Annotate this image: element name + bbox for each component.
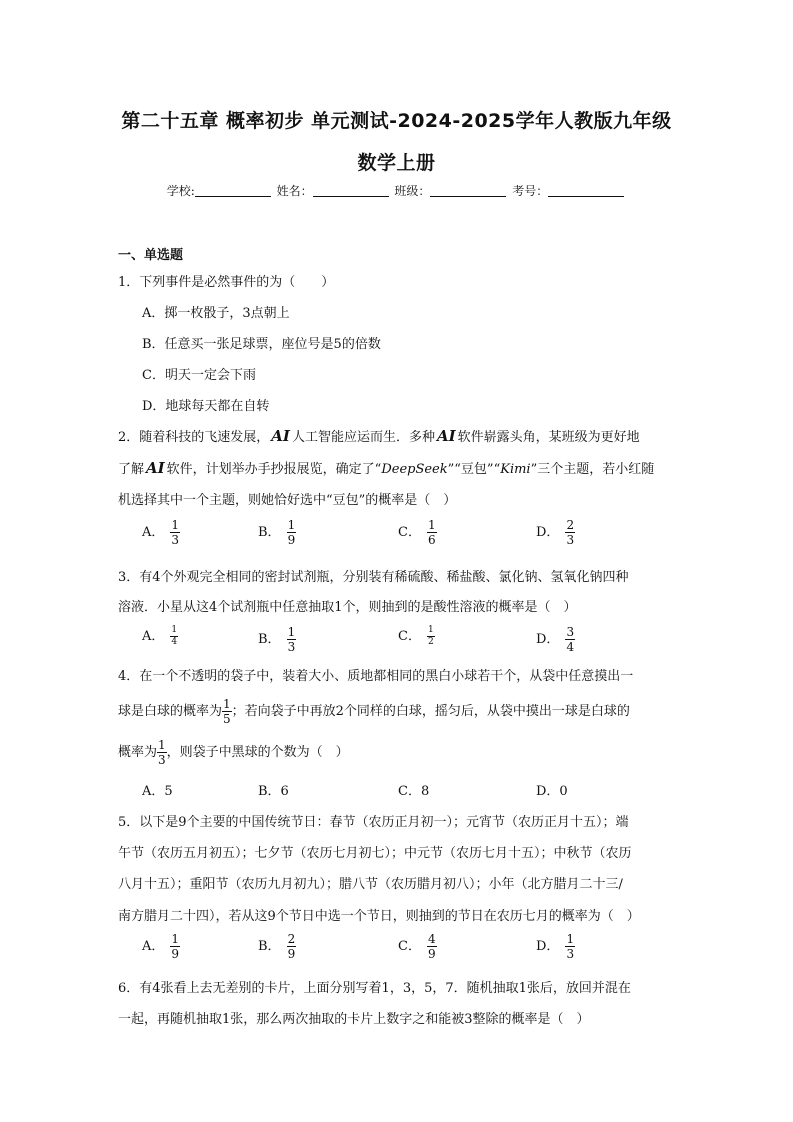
q6-line2: 一起，再随机抽取1张，那么两次抽取的卡片上数字之和能被3整除的概率是（ ） xyxy=(118,1012,590,1027)
q1-option-b: B．任意买一张足球票，座位号是5的倍数 xyxy=(142,337,381,352)
q2-text: ”三个主题，若小红随 xyxy=(530,462,655,477)
denominator: 9 xyxy=(287,947,296,961)
q2-text: ”“豆包”“ xyxy=(447,462,501,477)
option-label: B． xyxy=(258,632,281,647)
q4-line1: 4．在一个不透明的袋子中，装着大小、质地都相同的黑白小球若干个，从袋中任意摸出一 xyxy=(118,669,634,684)
section-heading: 一、单选题 xyxy=(118,248,184,263)
school-label: 学校: xyxy=(166,184,195,198)
q2-text: 人工智能应运而生．多种 xyxy=(291,430,435,445)
numerator: 1 xyxy=(171,518,180,532)
exam-title-line2: 数学上册 xyxy=(357,152,436,174)
numerator: 4 xyxy=(427,932,436,946)
option-label: C． xyxy=(398,939,421,954)
q5-line4: 南方腊月二十四），若从这9个节日中选一个节日，则抽到的节日在农历七月的概率为（ ） xyxy=(118,909,640,924)
q4-text: ；若向袋子中再放2个同样的白球，摇匀后，从袋中摸出一球是白球的 xyxy=(231,704,630,719)
exam-no-label: 考号： xyxy=(512,184,549,198)
ai-symbol: AI xyxy=(271,427,290,445)
denominator: 4 xyxy=(171,637,178,647)
denominator: 9 xyxy=(171,947,180,961)
numerator: 3 xyxy=(566,625,575,639)
fraction xyxy=(427,932,437,961)
q5-option-b xyxy=(258,932,296,961)
q4-text: 概率为 xyxy=(118,745,158,760)
q3-line2: 溶液．小星从这4个试剂瓶中任意抽取1个，则抽到的是酸性溶液的概率是（ ） xyxy=(118,600,577,615)
q2-option-a xyxy=(142,518,180,547)
numerator: 1 xyxy=(427,625,434,635)
q4-option-b: B．6 xyxy=(258,784,289,799)
fraction xyxy=(170,518,180,547)
exam-no-blank[interactable] xyxy=(548,184,624,197)
q3-option-a xyxy=(142,625,178,648)
denominator: 9 xyxy=(427,947,436,961)
q5-line2: 午节（农历五月初五）；七夕节（农历七月初七）；中元节（农历七月十五）；中秋节（农历 xyxy=(118,846,632,861)
q2-text: 2．随着科技的飞速发展， xyxy=(118,430,270,445)
denominator: 3 xyxy=(171,533,180,547)
numerator: 1 xyxy=(427,518,436,532)
class-label: 班级： xyxy=(394,184,431,198)
exam-title-line1: 第二十五章 概率初步 单元测试-2024-2025学年人教版九年级 xyxy=(121,110,672,132)
fraction xyxy=(565,932,575,961)
student-info-row xyxy=(0,182,793,199)
q2-line1 xyxy=(118,426,678,445)
numerator: 1 xyxy=(171,932,180,946)
q4-text: 球是白球的概率为 xyxy=(118,704,223,719)
ai-symbol: AI xyxy=(436,427,456,445)
numerator: 2 xyxy=(566,518,575,532)
name-label: 姓名： xyxy=(276,184,313,198)
q2-line2 xyxy=(118,458,678,477)
q4-line2 xyxy=(118,697,678,726)
denominator: 3 xyxy=(566,947,575,961)
numerator: 2 xyxy=(287,932,296,946)
denominator: 3 xyxy=(287,640,296,654)
denominator: 3 xyxy=(158,753,166,767)
numerator: 1 xyxy=(158,738,166,752)
q4-option-a: A．5 xyxy=(142,784,173,799)
kimi-term: Kimi xyxy=(500,462,531,477)
q1-option-d: D．地球每天都在自转 xyxy=(142,399,270,414)
q3-option-c xyxy=(398,625,435,648)
q2-line3: 机选择其中一个主题，则她恰好选中“豆包”的概率是（ ） xyxy=(118,493,457,508)
denominator: 5 xyxy=(223,712,231,726)
q3-option-d xyxy=(536,625,575,654)
q5-option-a xyxy=(142,932,180,961)
option-label: A． xyxy=(142,629,165,644)
q2-option-d xyxy=(536,518,575,547)
denominator: 9 xyxy=(287,533,296,547)
numerator: 1 xyxy=(566,932,575,946)
fraction xyxy=(565,625,575,654)
fraction xyxy=(170,932,180,961)
numerator: 1 xyxy=(171,625,178,635)
fraction xyxy=(287,518,297,547)
fraction xyxy=(222,697,232,726)
option-label: A． xyxy=(142,939,165,954)
q5-option-c xyxy=(398,932,437,961)
fraction xyxy=(287,932,297,961)
option-label: B． xyxy=(258,525,281,540)
q3-option-b xyxy=(258,625,296,654)
q4-option-c: C．8 xyxy=(398,784,430,799)
q1-stem: 1．下列事件是必然事件的为（ ） xyxy=(118,275,335,290)
name-blank[interactable] xyxy=(313,184,389,197)
numerator: 1 xyxy=(287,625,296,639)
q5-line3: 八月十五）；重阳节（农历九月初九）；腊八节（农历腊月初八）；小年（北方腊月二十三/ xyxy=(118,877,623,892)
fraction xyxy=(565,518,575,547)
option-label: D． xyxy=(536,525,560,540)
q5-line1: 5．以下是9个主要的中国传统节日：春节（农历正月初一）；元宵节（农历正月十五）；端 xyxy=(118,815,629,830)
option-label: A． xyxy=(142,525,165,540)
q2-text: 软件崭露头角，某班级为更好地 xyxy=(457,430,640,445)
fraction xyxy=(157,738,167,767)
denominator: 4 xyxy=(566,640,575,654)
q5-option-d xyxy=(536,932,575,961)
q1-option-c: C．明天一定会下雨 xyxy=(142,368,256,383)
q1-option-a: A．掷一枚骰子，3点朝上 xyxy=(142,306,290,321)
school-blank[interactable] xyxy=(195,184,271,197)
fraction xyxy=(287,625,297,654)
denominator: 3 xyxy=(566,533,575,547)
class-blank[interactable] xyxy=(430,184,506,197)
q2-text: 了解 xyxy=(118,462,145,477)
option-label: B． xyxy=(258,939,281,954)
fraction xyxy=(170,625,178,648)
fraction xyxy=(427,518,437,547)
q4-text: ，则袋子中黑球的个数为（ ） xyxy=(166,745,349,760)
option-label: D． xyxy=(536,939,560,954)
option-label: C． xyxy=(398,629,421,644)
q2-option-b xyxy=(258,518,296,547)
q2-option-c xyxy=(398,518,437,547)
numerator: 1 xyxy=(287,518,296,532)
deepseek-term: DeepSeek xyxy=(381,462,448,477)
fraction xyxy=(427,625,435,648)
numerator: 1 xyxy=(223,697,231,711)
denominator: 2 xyxy=(427,637,434,647)
q6-line1: 6．有4张看上去无差别的卡片，上面分别写着1，3，5，7．随机抽取1张后，放回并混在 xyxy=(118,981,631,996)
q2-text: 软件，计划举办手抄报展览，确定了“ xyxy=(166,462,382,477)
q4-option-d: D．0 xyxy=(536,784,568,799)
denominator: 6 xyxy=(427,533,436,547)
q4-line3 xyxy=(118,738,678,767)
option-label: D． xyxy=(536,632,560,647)
option-label: C． xyxy=(398,525,421,540)
ai-symbol: AI xyxy=(146,459,165,477)
q3-line1: 3．有4个外观完全相同的密封试剂瓶，分别装有稀硫酸、稀盐酸、氯化钠、氢氧化钠四种 xyxy=(118,570,629,585)
